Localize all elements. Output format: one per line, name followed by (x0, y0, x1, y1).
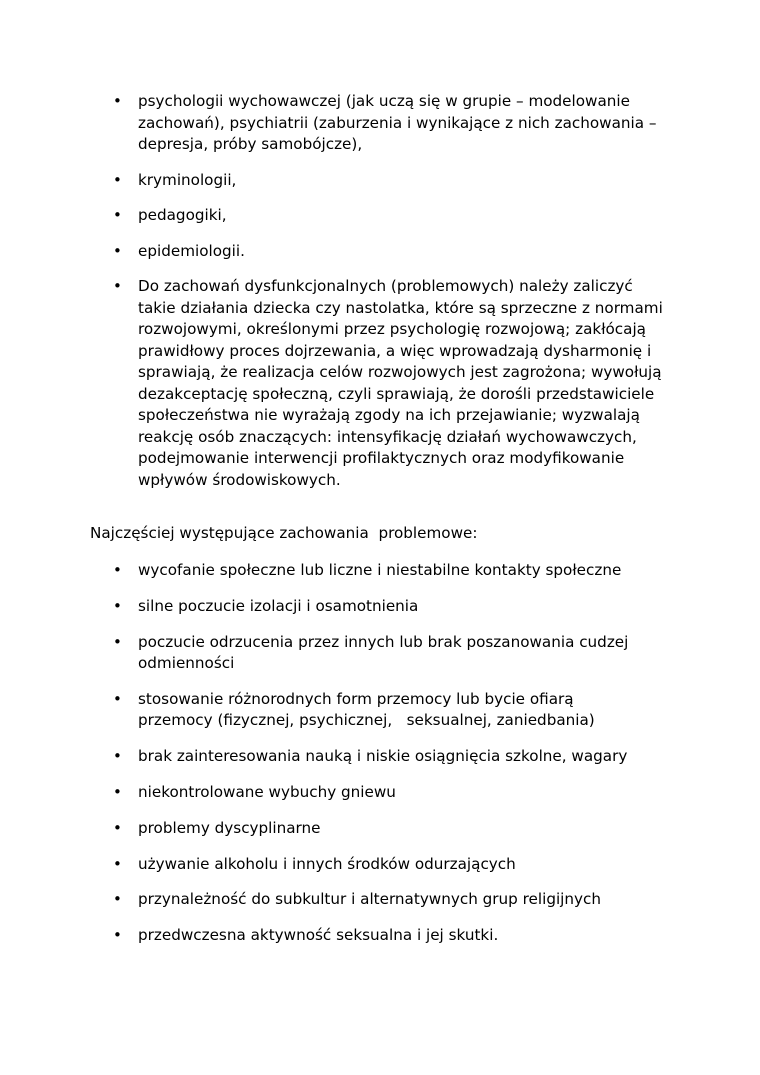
list-item (0, 241, 760, 263)
bullet: • (113, 818, 122, 837)
bullet: • (113, 241, 122, 260)
bullet: • (113, 632, 122, 651)
list-item (0, 276, 760, 491)
list-item (0, 925, 760, 947)
list-item-text: Do zachowań dysfunkcjonalnych (problemowych) należy zaliczyć takie działania dziecka czy nastolatka, które są sprzeczne z normami rozwojowymi, określonymi przez psychologię rozwojową; zakłócają prawidłowy proces dojrzewania, a więc wprowadzają dysharmonię i sprawiają, że realizacja celów rozwojowych jest zagrożona; wywołują dezakceptację społeczną, czyli sprawiają, że dorośli przedstawiciele społeczeństwa nie wyrażają zgody na ich przejawianie; wyzwalają reakcję osób znaczących: intensyfikację działań wychowawczych, podejmowanie interwencji profilaktycznych oraz modyfikowanie wpływów środowiskowych. (138, 277, 663, 489)
fields-list (0, 91, 760, 505)
list-item (0, 689, 760, 732)
list-item (0, 596, 760, 618)
list-item-text: stosowanie różnorodnych form przemocy lub bycie ofiarą przemocy (fizycznej, psychicznej, seksualnej, zaniedbania) (138, 689, 595, 730)
list-item (0, 746, 760, 768)
bullet: • (113, 206, 122, 224)
bullet: • (113, 854, 122, 873)
list-item (0, 170, 760, 192)
list-item-text: brak zainteresowania nauką i niskie osiągnięcia szkolne, wagary (138, 747, 628, 766)
list-item-text: wycofanie społeczne lub liczne i niestabilne kontakty społeczne (138, 561, 622, 579)
list-item (0, 205, 760, 227)
bullet: • (113, 92, 122, 110)
list-item-text: problemy dyscyplinarne (138, 818, 321, 837)
list-item-text: niekontrolowane wybuchy gniewu (138, 782, 396, 801)
list-item (0, 889, 760, 911)
list-item (0, 632, 760, 675)
list-item (0, 818, 760, 840)
bullet: • (113, 890, 122, 909)
list-item-text: pedagogiki, (138, 206, 227, 224)
bullet: • (113, 561, 122, 579)
list-item-text: silne poczucie izolacji i osamotnienia (138, 596, 419, 615)
list-item (0, 782, 760, 804)
list-item-text: przynależność do subkultur i alternatywnych grup religijnych (138, 890, 601, 909)
list-item-text: używanie alkoholu i innych środków odurzających (138, 854, 516, 873)
list-item-text: epidemiologii. (138, 241, 245, 260)
list-item-text: kryminologii, (138, 170, 237, 189)
problem-behaviours-list (0, 560, 760, 961)
bullet: • (113, 782, 122, 801)
list-item-text: psychologii wychowawczej (jak uczą się w grupie – modelowanie zachowań), psychiatrii (zaburzenia i wynikające z nich zachowania – depresja, próby samobójcze), (138, 92, 657, 153)
bullet: • (113, 689, 122, 708)
list-item (0, 91, 760, 156)
list-item-text: poczucie odrzucenia przez innych lub brak poszanowania cudzej odmienności (138, 632, 629, 673)
bullet: • (113, 170, 122, 189)
bullet: • (113, 747, 122, 766)
bullet: • (113, 926, 122, 945)
list-item (0, 560, 760, 582)
list-item (0, 854, 760, 876)
section-lead: Najczęściej występujące zachowania problemowe: (90, 524, 478, 542)
list-item-text: przedwczesna aktywność seksualna i jej skutki. (138, 926, 499, 945)
bullet: • (113, 277, 122, 295)
bullet: • (113, 596, 122, 615)
